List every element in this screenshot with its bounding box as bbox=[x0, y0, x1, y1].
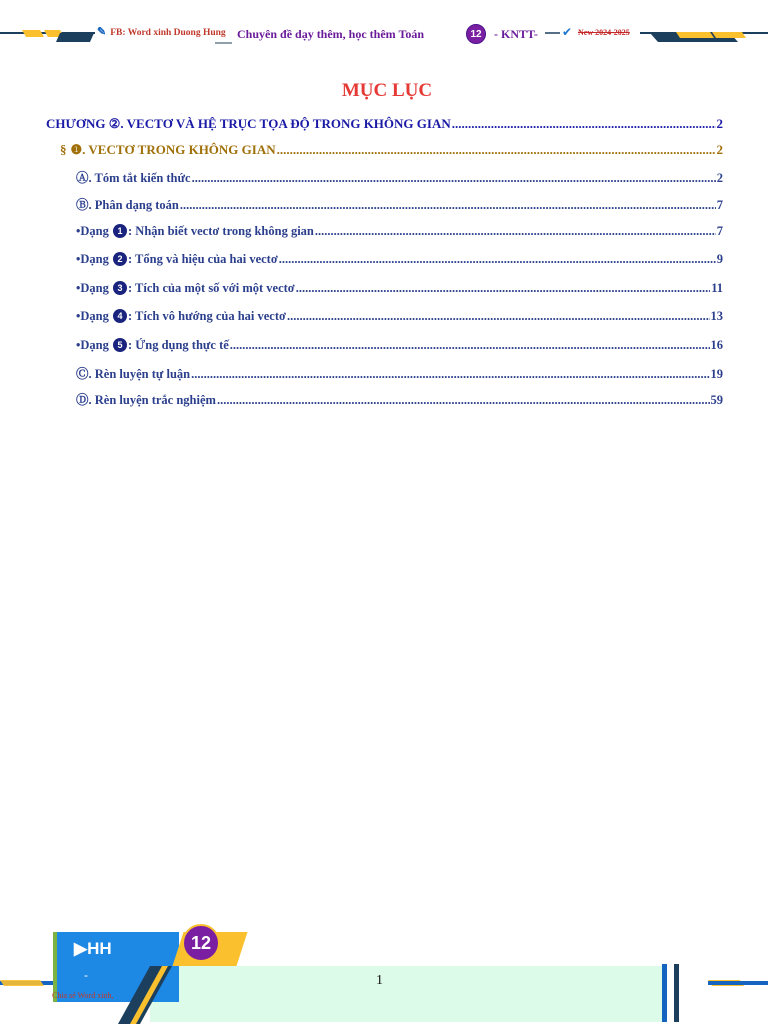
program-label: - KNTT- bbox=[494, 27, 538, 41]
toc-section-link[interactable]: § ❶. VECTƠ TRONG KHÔNG GIAN ..... 2 bbox=[60, 142, 723, 158]
page-number: 16 bbox=[710, 338, 723, 352]
chapter-number-mark: ② bbox=[108, 116, 121, 131]
toc-item-link[interactable]: •Dạng 3 : Tích của một số với một vectơ ..... 11 bbox=[76, 281, 723, 296]
toc-item-link[interactable]: •Dạng 1 : Nhận biết vectơ trong không gian ..... 7 bbox=[76, 224, 723, 239]
dot-leader bbox=[230, 338, 710, 353]
footer-decoration bbox=[0, 920, 768, 1024]
bullet-icon: • bbox=[76, 309, 81, 323]
dot-leader bbox=[296, 281, 710, 296]
check-icon: ✔ bbox=[562, 25, 573, 39]
form-number-badge: 5 bbox=[113, 338, 127, 352]
page-number: 19 bbox=[710, 367, 723, 381]
page-header bbox=[0, 0, 768, 60]
subject-dash: - bbox=[84, 968, 88, 982]
dot-leader bbox=[315, 224, 716, 239]
pen-icon: ✎ bbox=[97, 26, 107, 38]
toc-item-link[interactable]: Ⓒ. Rèn luyện tự luận ..... 19 bbox=[76, 364, 723, 382]
form-number-badge: 3 bbox=[113, 281, 127, 295]
footer-grade-badge: 12 bbox=[182, 924, 220, 962]
page-number: 2 bbox=[716, 116, 723, 131]
footer-bar-right bbox=[708, 981, 768, 985]
section-mark: § bbox=[60, 142, 67, 157]
page-number: 7 bbox=[716, 198, 723, 212]
form-number-badge: 2 bbox=[113, 252, 127, 266]
fb-credit: ✎ FB: Word xinh Duong Hung bbox=[97, 26, 226, 38]
form-number-badge: 4 bbox=[113, 309, 127, 323]
toc-chapter-link[interactable]: CHƯƠNG ②. VECTƠ VÀ HỆ TRỤC TỌA ĐỘ TRONG KHÔNG GIAN ..... 2 bbox=[46, 116, 723, 132]
page-number: 9 bbox=[716, 252, 723, 266]
page-number: 2 bbox=[716, 171, 723, 185]
dot-leader bbox=[277, 142, 716, 158]
dot-leader bbox=[192, 171, 716, 186]
page-number-footer: 1 bbox=[376, 973, 383, 988]
footer-divider bbox=[674, 964, 679, 1022]
toc-item-link[interactable]: •Dạng 5 : Ứng dụng thực tế ..... 16 bbox=[76, 338, 723, 353]
footer-divider bbox=[662, 964, 667, 1022]
dot-leader bbox=[452, 116, 716, 132]
subject-label: ▶HH bbox=[74, 939, 112, 958]
toc-item-link[interactable]: •Dạng 2 : Tổng và hiệu của hai vectơ ..... 9 bbox=[76, 252, 723, 267]
grade-badge: 12 bbox=[466, 24, 486, 44]
dot-leader bbox=[217, 393, 710, 408]
section-number-mark: ❶ bbox=[70, 142, 83, 157]
bullet-icon: • bbox=[76, 281, 81, 295]
dot-leader bbox=[180, 198, 716, 213]
page-number: 2 bbox=[716, 142, 723, 157]
toc-item-link[interactable]: Ⓐ. Tóm tắt kiến thức ..... 2 bbox=[76, 168, 723, 186]
form-number-badge: 1 bbox=[113, 224, 127, 238]
school-year: New 2024-2025 bbox=[578, 28, 630, 37]
dot-leader bbox=[191, 367, 709, 382]
footer-note: Chia sẻ Word xinh, bbox=[52, 991, 114, 1000]
page-number: 7 bbox=[716, 224, 723, 238]
page-number: 13 bbox=[710, 309, 723, 323]
bullet-icon: • bbox=[76, 252, 81, 266]
series-title: Chuyên đề dạy thêm, học thêm Toán bbox=[237, 27, 425, 41]
toc-item-link[interactable]: Ⓑ. Phân dạng toán ..... 7 bbox=[76, 195, 723, 213]
toc-item-link[interactable]: Ⓓ. Rèn luyện trắc nghiệm ..... 59 bbox=[76, 390, 723, 408]
toc-item-link[interactable]: •Dạng 4 : Tích vô hướng của hai vectơ ..... 13 bbox=[76, 309, 723, 324]
bullet-icon: • bbox=[76, 224, 81, 238]
bullet-icon: • bbox=[76, 338, 81, 352]
toc-title: MỤC LỤC bbox=[341, 80, 433, 101]
page-number: 59 bbox=[710, 393, 723, 407]
dot-leader bbox=[287, 309, 710, 324]
page-footer bbox=[0, 920, 768, 1024]
page-number: 11 bbox=[711, 281, 723, 295]
dot-leader bbox=[279, 252, 716, 267]
